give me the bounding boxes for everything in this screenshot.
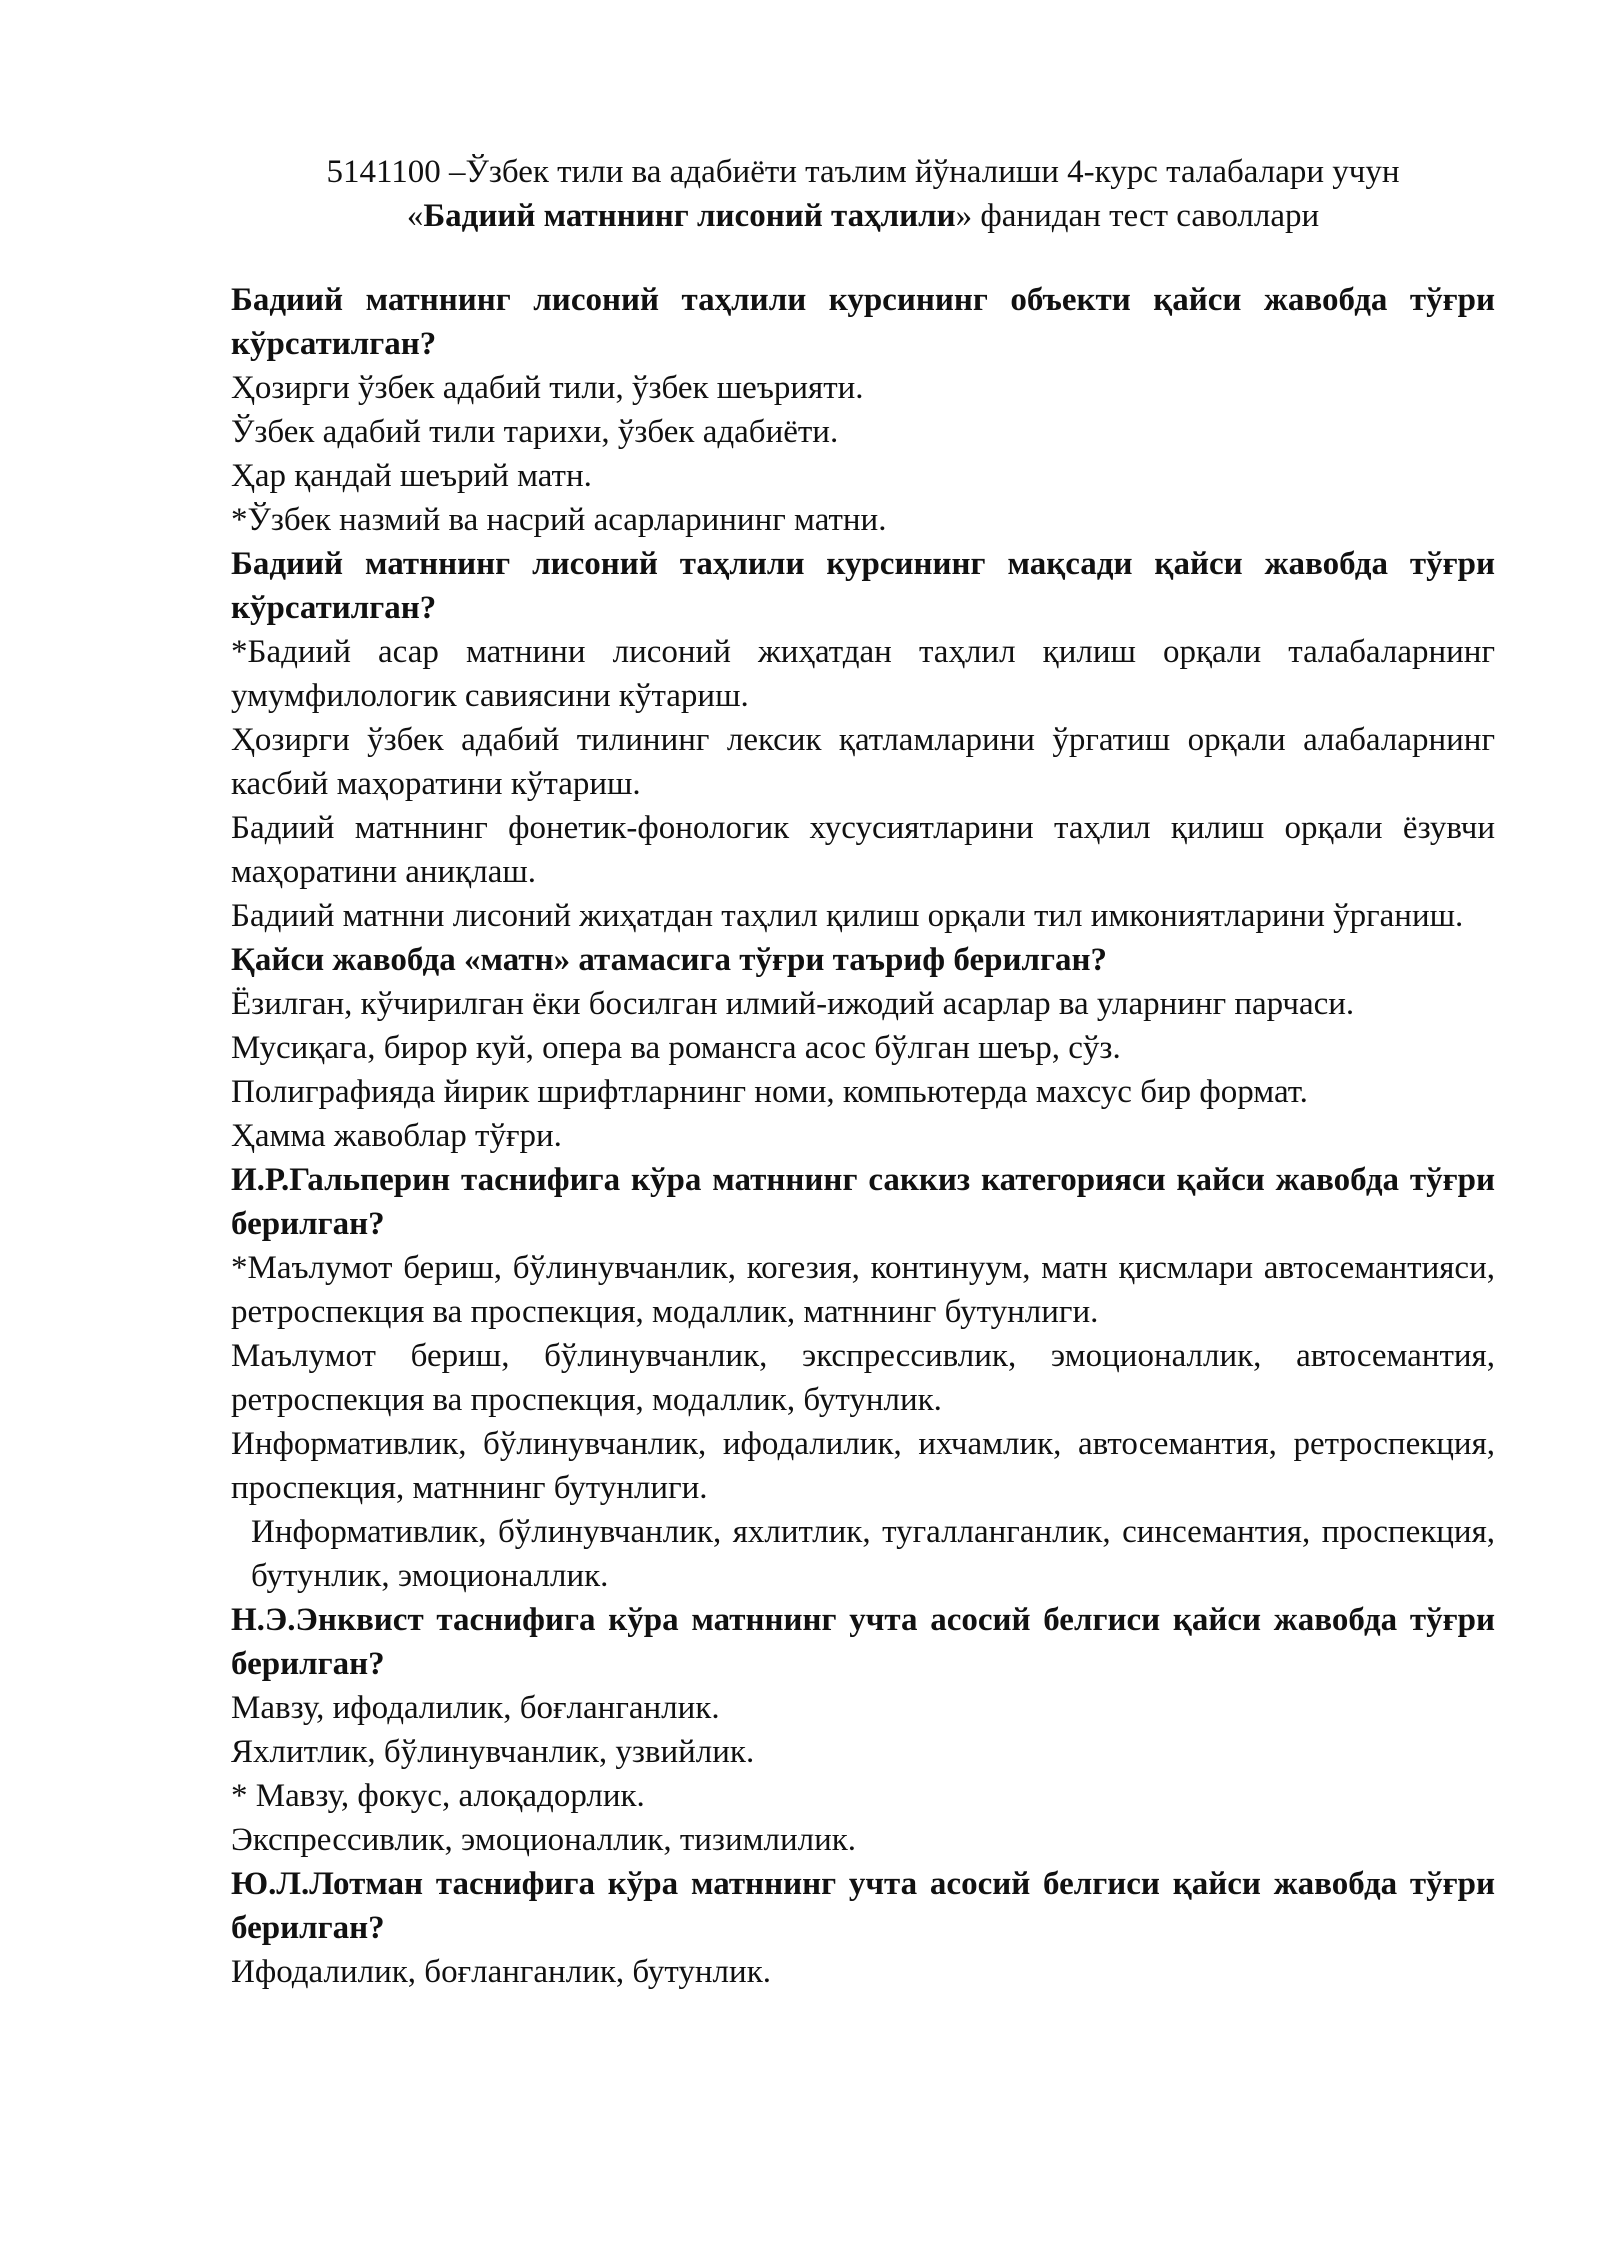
- answer-option: Полиграфияда йирик шрифтларнинг номи, компьютерда махсус бир формат.: [231, 1074, 1308, 1110]
- answer-option: Информативлик, бўлинувчанлик, яхлитлик, тугалланганлик, синсемантия, проспекция, бутунлик, эмоционаллик.: [251, 1514, 1495, 1594]
- answer-option: Ўзбек адабий тили тарихи, ўзбек адабиёти.: [231, 414, 839, 450]
- question-block: [231, 278, 1495, 542]
- question-title: Бадиий матннинг лисоний таҳлили курсининг объекти қайси жавобда тўғри кўрсатилган?: [231, 282, 1495, 362]
- document-page: [231, 150, 1495, 1994]
- header-line-2: [231, 194, 1495, 238]
- question-block: [231, 1862, 1495, 1994]
- answer-option: *Бадиий асар матнини лисоний жиҳатдан таҳлил қилиш орқали талабаларнинг умумфилологик савиясини кўтариш.: [231, 634, 1495, 714]
- question-block: [231, 938, 1495, 1158]
- answer-option: *Ўзбек назмий ва насрий асарларининг матни.: [231, 502, 887, 538]
- course-title: Бадиий матннинг лисоний таҳлили: [423, 198, 956, 234]
- question-block: [231, 1158, 1495, 1598]
- question-block: [231, 542, 1495, 938]
- question-title: Қайси жавобда «матн» атамасига тўғри таъриф берилган?: [231, 942, 1107, 978]
- question-title: Ю.Л.Лотман таснифига кўра матннинг учта асосий белгиси қайси жавобда тўғри берилган?: [231, 1866, 1495, 1946]
- question-title: Бадиий матннинг лисоний таҳлили курсининг мақсади қайси жавобда тўғри кўрсатилган?: [231, 546, 1495, 626]
- question-list: [231, 278, 1495, 1994]
- answer-option: Экспрессивлик, эмоционаллик, тизимлилик.: [231, 1822, 857, 1858]
- answer-option: Яхлитлик, бўлинувчанлик, узвийлик.: [231, 1734, 755, 1770]
- header-line-1: 5141100 –Ўзбек тили ва адабиёти таълим йўналиши 4-курс талабалари учун: [326, 154, 1400, 190]
- answer-option: Информативлик, бўлинувчанлик, ифодалилик, ихчамлик, автосемантия, ретроспекция, проспекция, матннинг бутунлиги.: [231, 1426, 1495, 1506]
- answer-option: Ифодалилик, боғланганлик, бутунлик.: [231, 1954, 771, 1990]
- answer-option: * Мавзу, фокус, алоқадорлик.: [231, 1778, 645, 1814]
- answer-option: Мавзу, ифодалилик, боғланганлик.: [231, 1690, 720, 1726]
- answer-option: Ҳозирги ўзбек адабий тилининг лексик қатламларини ўргатиш орқали алабаларнинг касбий маҳоратини кўтариш.: [231, 722, 1495, 802]
- answer-option: Мусиқага, бирор куй, опера ва романсга асос бўлган шеър, сўз.: [231, 1030, 1121, 1066]
- answer-option: Ёзилган, кўчирилган ёки босилган илмий-ижодий асарлар ва уларнинг парчаси.: [231, 986, 1355, 1022]
- answer-option: Бадиий матнни лисоний жиҳатдан таҳлил қилиш орқали тил имкониятларини ўрганиш.: [231, 898, 1464, 934]
- header-quote-open: «: [406, 198, 424, 234]
- document-header: [231, 150, 1495, 238]
- answer-option: Ҳозирги ўзбек адабий тили, ўзбек шеърияти.: [231, 370, 864, 406]
- answer-option: Бадиий матннинг фонетик-фонологик хусусиятларини таҳлил қилиш орқали ёзувчи маҳоратини аниқлаш.: [231, 810, 1495, 890]
- answer-option: Ҳамма жавоблар тўғри.: [231, 1118, 562, 1154]
- question-block: [231, 1598, 1495, 1862]
- answer-option: Маълумот бериш, бўлинувчанлик, экспрессивлик, эмоционаллик, автосемантия, ретроспекция ва проспекция, модаллик, бутунлик.: [231, 1338, 1495, 1418]
- question-title: И.Р.Гальперин таснифига кўра матннинг саккиз категорияси қайси жавобда тўғри берилган?: [231, 1162, 1495, 1242]
- answer-option: Ҳар қандай шеърий матн.: [231, 458, 592, 494]
- answer-option: *Маълумот бериш, бўлинувчанлик, когезия, континуум, матн қисмлари автосемантияси, ретроспекция ва проспекция, модаллик, матннинг бутунлиги.: [231, 1250, 1495, 1330]
- question-title: Н.Э.Энквист таснифига кўра матннинг учта асосий белгиси қайси жавобда тўғри берилган?: [231, 1602, 1495, 1682]
- header-line-2-rest: » фанидан тест саволлари: [955, 198, 1320, 234]
